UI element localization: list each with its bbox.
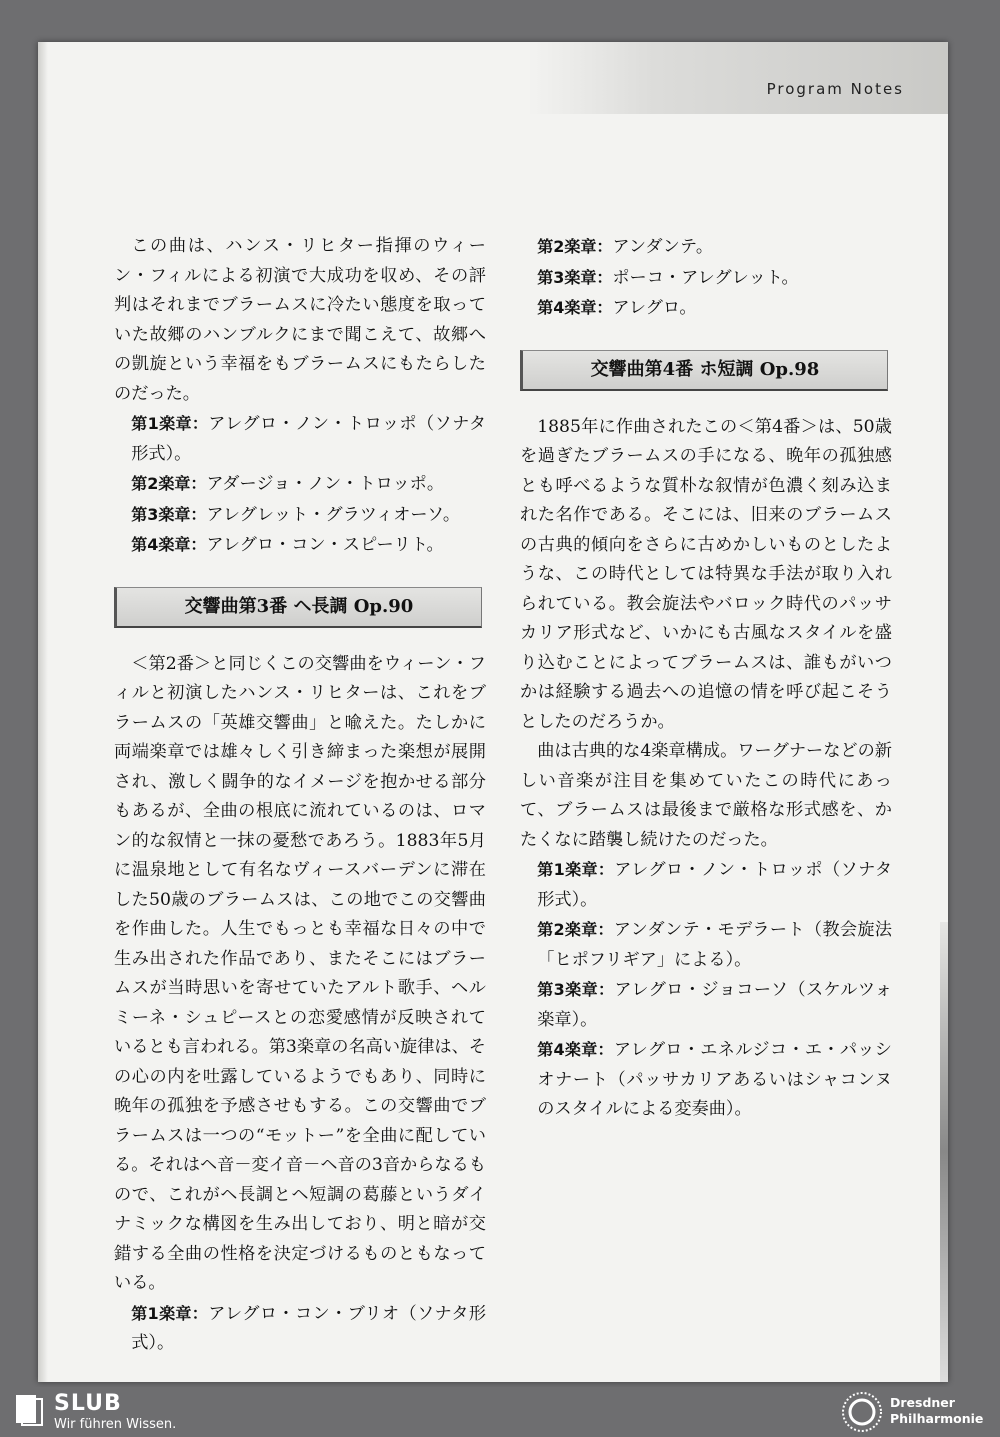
page-spine: [38, 42, 48, 1382]
partner-name-line2: Philharmonie: [890, 1411, 984, 1426]
running-head: Program Notes: [766, 80, 904, 98]
sym2-movement-2: 第2楽章：アダージョ・ノン・トロッポ。: [131, 474, 445, 494]
sym3-paragraph: ＜第2番＞と同じくこの交響曲をウィーン・フィルと初演したハンス・リヒターは、これをブラームスの「英雄交響曲」と喩えた。たしかに両端楽章では雄々しく引き締まった楽想が展開され、激しく闘争的なイメージを抱かせる部分もあるが、全曲の根底に流れているのは、ロマン的な叙情と一抹の憂愁であろう。1883年5月に温泉地として有名なヴィースバーデンに滞在した50歳のブラームスは、この地でこの交響曲を作曲した。人生でもっとも幸福な日々の中で生み出された作品であり、またそこにはブラームスが当時思いを寄せていたアルト歌手、ヘルミーネ・シュピースとの恋愛感情が反映されているとも言われる。第3楽章の名高い旋律は、その心の内を吐露しているようでもあり、同時に晩年の孤独を予感させもする。この交響曲でブラームスは一つの“モットー”を全曲に配している。それはヘ音－変イ音－ヘ音の3音からなるもので、これがヘ長調とヘ短調の葛藤というダイナミックな構図を生み出しており、明と暗が交錯する全曲の性格を決定づけるものともなっている。: [114, 653, 486, 1293]
sym3-movement-4: 第4楽章：アレグロ。: [537, 298, 697, 318]
page-edge-shadow: [940, 922, 948, 1382]
philharmonie-logo-icon: [840, 1390, 884, 1434]
slub-name: SLUB: [54, 1391, 122, 1416]
header-band: [528, 42, 948, 114]
partner-name-line1: Dresdner: [890, 1395, 955, 1410]
sym4-heading: 交響曲第4番 ホ短調 Op.98: [520, 350, 888, 391]
sym4-movement-3: 第3楽章：アレグロ・ジョコーソ（スケルツォ楽章）。: [537, 980, 893, 1030]
sym3-movement-2: 第2楽章：アンダンテ。: [537, 237, 714, 257]
sym4-paragraph-1: 1885年に作曲されたこの＜第4番＞は、50歳を過ぎたブラームスの手になる、晩年の孤独感とも呼べるような質朴な叙情が色濃く刻み込まれた名作である。そこには、旧来のブラームスの古典的傾向をさらに古めかしいものとしたような、この時代としては特異な手法が取り入れられている。教会旋法やバロック時代のパッサカリア形式など、いかにも古風なスタイルを盛り込むことによってブラームスは、誰もがいつかは経験する過去への追憶の情を呼び起こそうとしたのだろうか。: [520, 416, 892, 732]
sym4-paragraph-2: 曲は古典的な4楽章構成。ワーグナーなどの新しい音楽が注目を集めていたこの時代にあって、ブラームスは最後まで厳格な形式感を、かたくなに踏襲し続けたのだった。: [520, 741, 892, 850]
sym3-movement-1: 第1楽章：アレグロ・コン・ブリオ（ソナタ形式）。: [131, 1303, 487, 1353]
slub-tagline: Wir führen Wissen.: [54, 1417, 177, 1432]
right-column: [520, 232, 892, 1125]
sym4-movement-1: 第1楽章：アレグロ・ノン・トロッポ（ソナタ形式）。: [537, 860, 893, 910]
intro-paragraph: この曲は、ハンス・リヒター指揮のウィーン・フィルによる初演で大成功を収め、その評判はそれまでブラームスに冷たい態度を取っていた故郷のハンブルクにまで聞こえて、故郷への凱旋という幸福をもブラームスにもたらしたのだった。: [114, 236, 486, 404]
left-column: [114, 232, 486, 1359]
document-page: [38, 42, 948, 1382]
sym3-movement-3: 第3楽章：ポーコ・アレグレット。: [537, 267, 799, 288]
slub-logo-icon: [14, 1393, 44, 1427]
footer-bar: [0, 1387, 1000, 1437]
sym2-movement-4: 第4楽章：アレグロ・コン・スピーリト。: [131, 535, 444, 555]
sym4-movement-2: 第2楽章：アンダンテ・モデラート（教会旋法「ヒポフリギア」による）。: [537, 920, 892, 970]
sym2-movement-3: 第3楽章：アレグレット・グラツィオーソ。: [131, 504, 461, 525]
sym4-movement-4: 第4楽章：アレグロ・エネルジコ・エ・パッシオナート（パッサカリアあるいはシャコンヌのスタイルによる変奏曲）。: [537, 1040, 892, 1119]
sym3-heading: 交響曲第3番 ヘ長調 Op.90: [114, 587, 482, 628]
sym2-movement-1: 第1楽章：アレグロ・ノン・トロッポ（ソナタ形式）。: [131, 414, 487, 464]
